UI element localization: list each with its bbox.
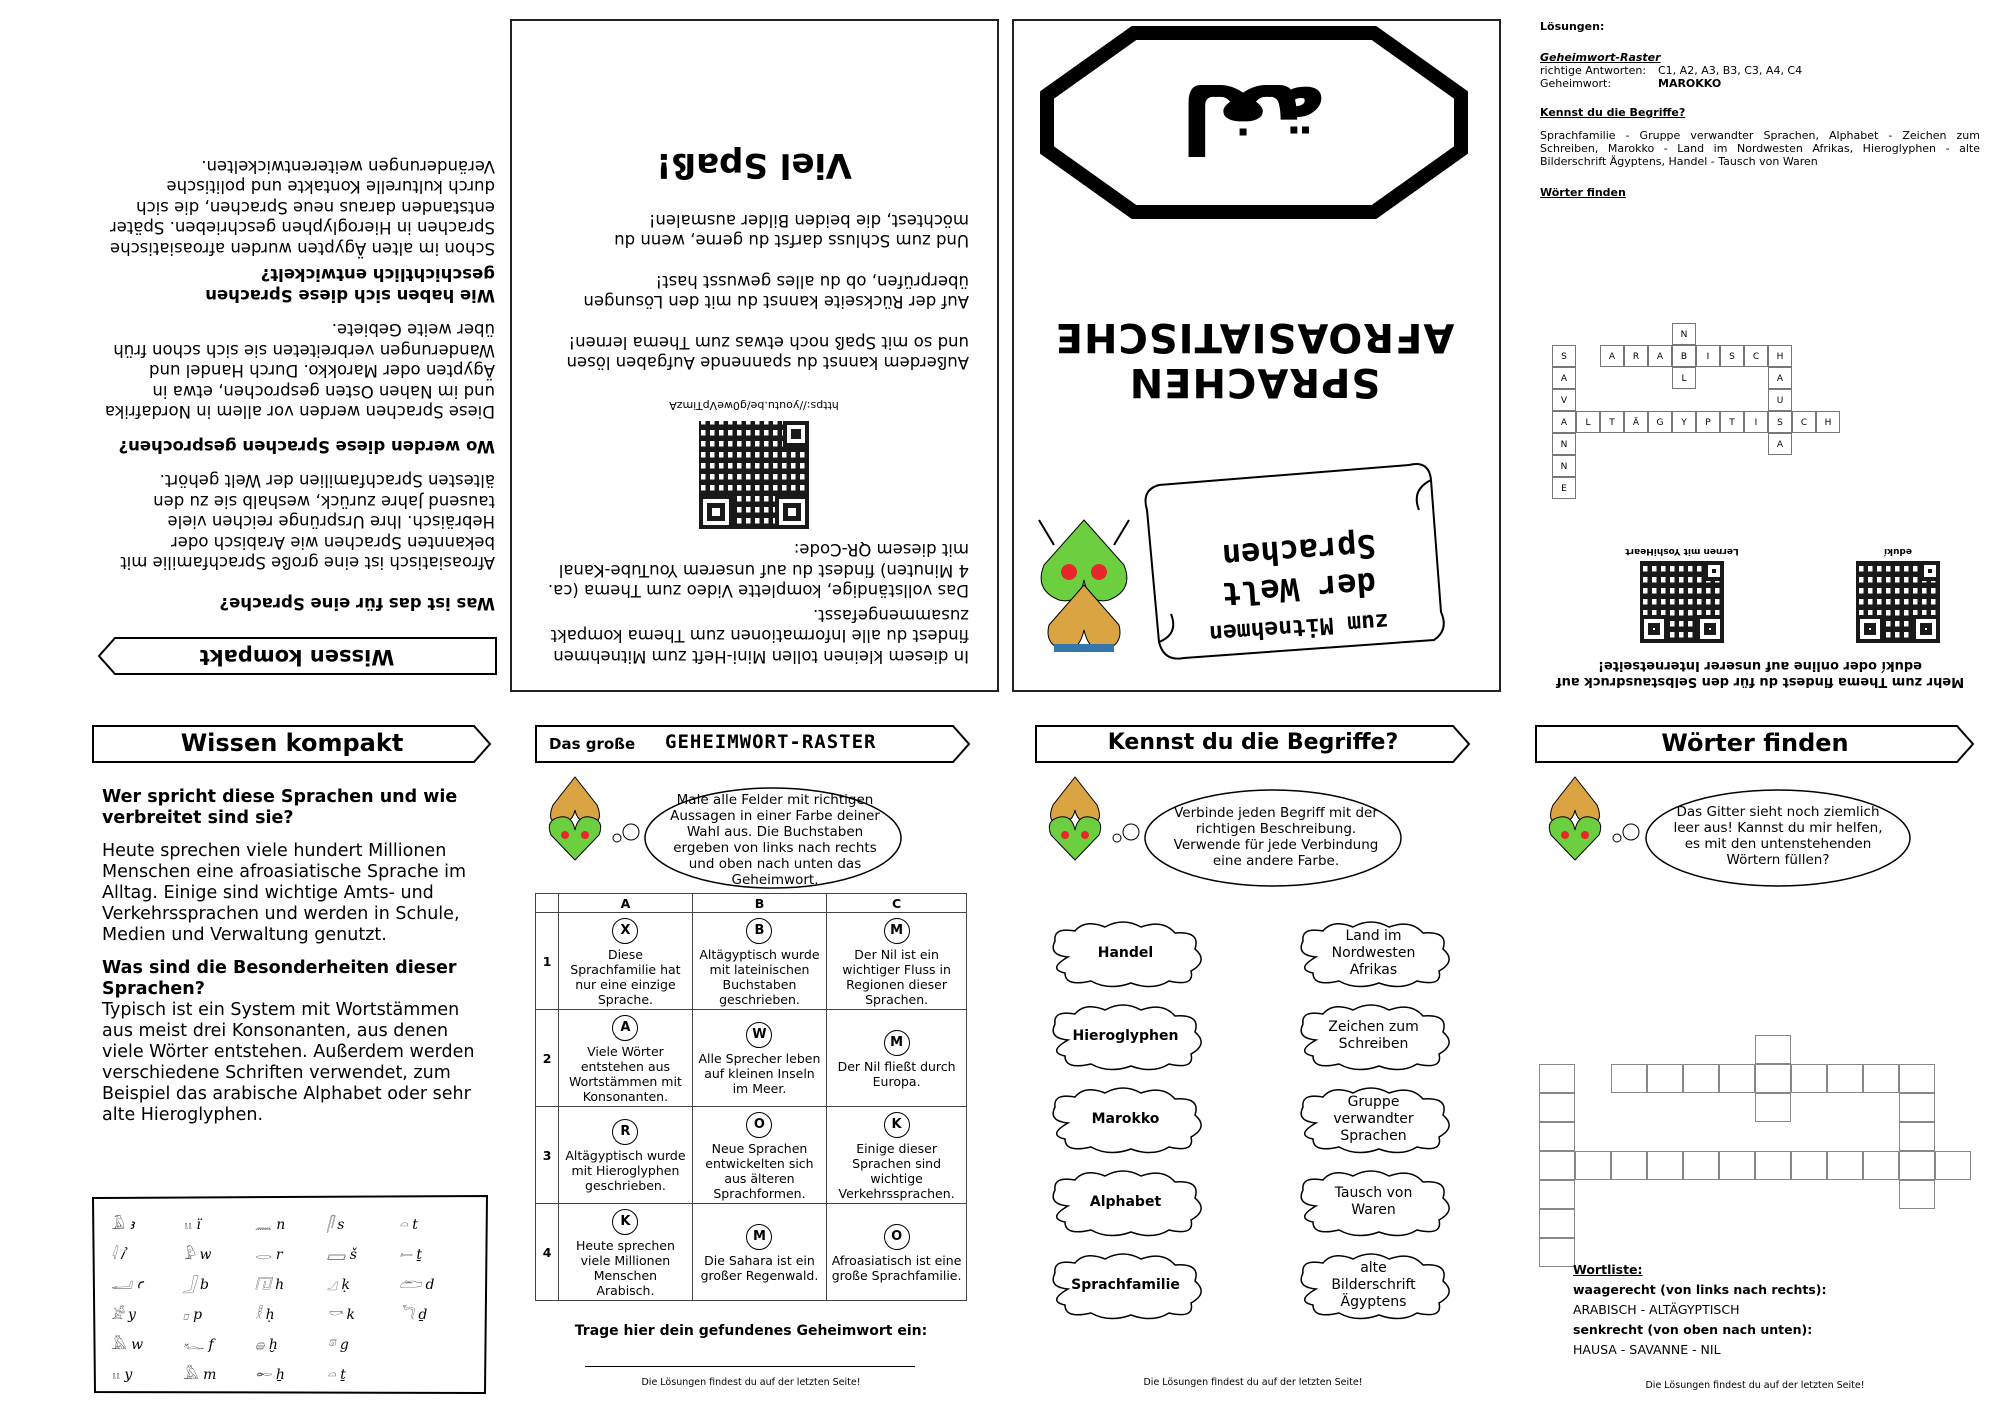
- solution-grid-cell: Ä: [1624, 411, 1648, 433]
- statement-cell[interactable]: [559, 913, 693, 1010]
- heading-q2: Was sind die Besonderheiten dieser Sprachen?: [102, 958, 457, 999]
- definition-label: Tausch von Waren: [1334, 1185, 1413, 1218]
- solution-grid-cell: L: [1672, 367, 1696, 389]
- term-label: Handel: [1097, 944, 1154, 961]
- yoshiheart-qr-label: Lernen mit YoshiHeart: [1625, 546, 1739, 556]
- mascot-image: [1545, 775, 1605, 865]
- geheim-speech-bubble: Male alle Felder mit richtigen Aussagen in einer Farbe deiner Wahl aus. Die Buchstaben ergeben von links nach rechts und oben nach unten das Geheimwort.: [603, 780, 903, 890]
- letter-circle: M: [884, 918, 910, 944]
- statement-text: Die Sahara ist ein großer Regenwald.: [700, 1252, 819, 1283]
- intro-p1: In diesem kleinen tollen Mini-Heft zum Mitnehmen findest du alle Informationen zum Thema kompakt zusammengefasst.: [550, 606, 969, 666]
- statement-cell[interactable]: [827, 1010, 967, 1107]
- statement-text: Altägyptisch wurde mit lateinischen Buchstaben geschrieben.: [699, 946, 820, 1007]
- hieroglyph-sign: 𓋴 s: [327, 1217, 345, 1233]
- hieroglyph-sign: 𓃀 b: [183, 1277, 209, 1293]
- letter-circle: R: [612, 1119, 638, 1145]
- solution-grid-cell: T: [1720, 411, 1744, 433]
- hieroglyph-sign: 𓀀 y: [111, 1307, 136, 1323]
- secret-value: MAROKKO: [1658, 77, 1722, 90]
- column-header: B: [692, 894, 826, 913]
- hieroglyph-sign: 𓂝 ꜥ: [111, 1277, 144, 1293]
- crossword-cell[interactable]: [1899, 1122, 1935, 1151]
- woerter-note: Die Lösungen findest du auf der letzten Seite!: [1645, 1380, 1865, 1391]
- crossword-cell[interactable]: [1539, 1064, 1575, 1093]
- solution-grid-cell: B: [1672, 345, 1696, 367]
- crossword-cell[interactable]: [1719, 1064, 1755, 1093]
- statement-text: Altägyptisch wurde mit Hieroglyphen geschrieben.: [565, 1148, 686, 1193]
- crossword-cell[interactable]: [1539, 1122, 1575, 1151]
- crossword-cell[interactable]: [1611, 1151, 1647, 1180]
- statement-text: Afroasiatisch ist eine große Sprachfamilie.: [831, 1252, 962, 1283]
- eduki-qr-code[interactable]: [1856, 561, 1940, 643]
- term-label: Alphabet: [1089, 1193, 1162, 1210]
- heading-q2: Wo werden diese Sprachen gesprochen?: [118, 437, 495, 456]
- definition-label: Zeichen zum Schreiben: [1328, 1019, 1419, 1052]
- letter-circle: O: [884, 1224, 910, 1250]
- solution-grid-cell: A: [1768, 433, 1792, 455]
- crossword-cell[interactable]: [1899, 1093, 1935, 1122]
- fun-text: Viel Spaß!: [656, 145, 852, 186]
- wordlist-title: Wortliste:: [1573, 1262, 1643, 1277]
- wordlist-across-words: ARABISCH - ALTÄGYPTISCH: [1573, 1302, 1740, 1317]
- hieroglyph-sign: 𓈙 š: [327, 1247, 357, 1263]
- begriffe-speech-bubble: Verbinde jeden Begriff mit der richtigen Beschreibung. Verwende für jede Verbindung eine andere Farbe.: [1103, 780, 1403, 890]
- intro-panel: [510, 19, 999, 692]
- hieroglyph-sign: 𓉔 h: [255, 1277, 285, 1293]
- begriffe-note: Die Lösungen findest du auf der letzten Seite!: [1143, 1377, 1363, 1388]
- text-a2: Diese Sprachen werden vor allem in Nordafrika und im Nahen Osten gesprochen, etwa in Ägypten oder Marokko. Durch Handel und Wanderungen verbreiteten sie sich schon früh über weite Gebiete.: [104, 320, 495, 422]
- intro-p5: Und zum Schluss darfst du gerne, wenn du möchtest, die beiden Bilder ausmalen!: [614, 211, 969, 251]
- statement-cell[interactable]: [559, 1010, 693, 1107]
- hieroglyph-sign: 𓎡 k: [327, 1307, 356, 1323]
- geheim-table: [535, 893, 967, 1301]
- definition-cloud[interactable]: [1291, 1000, 1456, 1072]
- solutions-h-geheim: Geheimwort-Raster: [1540, 51, 1661, 64]
- wissen-back-header: Wissen kompakt: [97, 637, 497, 675]
- geheim-note: Die Lösungen findest du auf der letzten Seite!: [641, 1377, 861, 1388]
- title-scroll: [1149, 450, 1459, 670]
- hieroglyph-sign: 𓎛 ḥ: [255, 1307, 275, 1323]
- letter-circle: M: [884, 1030, 910, 1056]
- scroll-text-2: der Welt: [1220, 564, 1378, 614]
- solution-grid-cell: A: [1552, 411, 1576, 433]
- wordlist-across-label: waagerecht (von links nach rechts):: [1573, 1282, 1827, 1297]
- statement-cell[interactable]: [692, 1107, 826, 1204]
- statement-cell[interactable]: [827, 1107, 967, 1204]
- heading-q1: Was ist das für eine Sprache?: [219, 594, 495, 613]
- solution-grid-cell: A: [1552, 367, 1576, 389]
- solution-grid-cell: P: [1696, 411, 1720, 433]
- yoshiheart-qr-code[interactable]: [1640, 561, 1724, 643]
- solution-grid-cell: G: [1648, 411, 1672, 433]
- solutions-h-terms: Kennst du die Begriffe?: [1540, 106, 1686, 119]
- intro-p3: Außerdem kannst du spannende Aufgaben lösen und so mit Spaß noch etwas zum Thema lernen!: [566, 333, 969, 373]
- begriffe-header: Kennst du die Begriffe?: [1035, 725, 1471, 763]
- statement-text: Neue Sprachen entwickelten sich aus älteren Sprachformen.: [705, 1140, 814, 1201]
- text-a2: Typisch ist ein System mit Wortstämmen aus meist drei Konsonanten, aus denen viele Wörter entstehen. Außerdem werden verschiedene Schriften verwendet, zum Beispiel das arabische Alphabet oder sehr alte Hieroglyphen.: [102, 1000, 475, 1125]
- letter-circle: O: [746, 1112, 772, 1138]
- crossword-cell[interactable]: [1539, 1209, 1575, 1238]
- solutions-panel: [1540, 15, 1980, 695]
- solution-grid-cell: S: [1720, 345, 1744, 367]
- term-cloud[interactable]: [1043, 1249, 1208, 1321]
- statement-text: Der Nil ist ein wichtiger Fluss in Regionen dieser Sprachen.: [842, 946, 951, 1007]
- crossword-cell[interactable]: [1575, 1151, 1611, 1180]
- solution-grid-cell: A: [1768, 367, 1792, 389]
- wissen-front-header: Wissen kompakt: [92, 725, 492, 763]
- hieroglyph-sign: 𓎼 g: [327, 1337, 349, 1353]
- crossword-cell[interactable]: [1899, 1064, 1935, 1093]
- table-row: [536, 1107, 967, 1204]
- text-a1: Heute sprechen viele hundert Millionen Menschen eine afroasiatische Sprache im Alltag. Einige sind wichtige Amts- und Verkehrssprachen und werden in Schule, Medien und Verwaltung genutzt.: [102, 841, 467, 945]
- hieroglyph-sign: 𓅱 w: [183, 1247, 212, 1263]
- woerter-header: Wörter finden: [1535, 725, 1975, 763]
- mascot-image: [1045, 775, 1105, 865]
- crossword-cell[interactable]: [1755, 1093, 1791, 1122]
- intro-p2: Das vollständige, komplette Video zum Thema (ca. 4 Minuten) findest du auf unserem YouTube-Kanal mit diesem QR-Code:: [547, 540, 969, 601]
- letter-circle: A: [612, 1015, 638, 1041]
- solution-grid-cell: S: [1768, 411, 1792, 433]
- term-label: Hieroglyphen: [1072, 1027, 1179, 1044]
- correct-value: C1, A2, A3, B3, C3, A4, C4: [1658, 64, 1803, 77]
- table-row: [536, 1010, 967, 1107]
- statement-cell[interactable]: [827, 1204, 967, 1301]
- crossword-cell[interactable]: [1647, 1064, 1683, 1093]
- geheim-footer-label: Trage hier dein gefundenes Geheimwort ein:: [574, 1323, 928, 1339]
- definition-cloud[interactable]: [1291, 1083, 1456, 1155]
- term-label: Marokko: [1091, 1110, 1160, 1127]
- hieroglyph-sign: 𓂧 d: [399, 1277, 435, 1293]
- solution-grid-cell: N: [1552, 455, 1576, 477]
- hieroglyph-sign: 𓏏 ṯ: [327, 1367, 346, 1383]
- crossword-cell[interactable]: [1863, 1151, 1899, 1180]
- solutions-terms: Sprachfamilie - Gruppe verwandter Sprachen, Alphabet - Zeichen zum Schreiben, Marokko - Land im Nordwesten Afrikas, Hieroglyphen - alte Bilderschrift Ägyptens, Handel - Tausch von Waren: [1540, 129, 1980, 168]
- term-cloud[interactable]: [1043, 1166, 1208, 1238]
- crossword-cell[interactable]: [1899, 1180, 1935, 1209]
- statement-text: Heute sprechen viele Millionen Menschen Arabisch.: [575, 1237, 675, 1298]
- hieroglyph-sign: 𓐍 ḫ: [255, 1337, 278, 1353]
- geheim-header: [535, 725, 971, 763]
- statement-cell[interactable]: [692, 913, 826, 1010]
- begriffe-panel: [1035, 725, 1475, 1405]
- crossword-cell[interactable]: [1539, 1180, 1575, 1209]
- solution-grid-cell: R: [1624, 345, 1648, 367]
- hieroglyph-sign: 𓍿 ṯ: [399, 1247, 422, 1263]
- solutions-title: Lösungen:: [1540, 20, 1605, 33]
- term-cloud[interactable]: [1043, 917, 1208, 989]
- hieroglyph-sign: 𓏏 t: [399, 1217, 418, 1233]
- statement-text: Viele Wörter entstehen aus Wortstämmen mit Konsonanten.: [568, 1043, 682, 1104]
- hieroglyph-sign: 𓅓 w: [111, 1337, 144, 1353]
- row-number: 4: [536, 1204, 559, 1301]
- solution-grid-cell: T: [1600, 411, 1624, 433]
- hieroglyph-sign: 𓄿 ꜣ: [111, 1217, 135, 1233]
- intro-p4: Auf der Rückseite kannst du mit den Lösungen überprüfen, ob du alles gewusst hast!: [583, 272, 969, 312]
- hieroglyph-sign: 𓏭 ï: [183, 1217, 201, 1233]
- solution-grid-cell: I: [1696, 345, 1720, 367]
- definition-label: Land im Nordwesten Afrikas: [1331, 927, 1416, 978]
- statement-cell[interactable]: [559, 1107, 693, 1204]
- statement-cell[interactable]: [692, 1204, 826, 1301]
- crossword-cell[interactable]: [1539, 1238, 1575, 1267]
- crossword-cell[interactable]: [1647, 1151, 1683, 1180]
- table-row: [536, 1204, 967, 1301]
- definition-label: alte Bilderschrift Ägyptens: [1331, 1259, 1416, 1310]
- table-corner: [536, 894, 559, 913]
- text-a3: Schon im alten Ägypten wurden afroasiatische Sprachen in Hieroglyphen geschrieben. Später entstanden daraus neue Sprachen, die sich durch kulturelle Kontakte und politische Veränderungen weiterentwickelten.: [109, 157, 495, 258]
- crossword-cell[interactable]: [1683, 1151, 1719, 1180]
- solution-grid-cell: L: [1576, 411, 1600, 433]
- svg-text:لغة: لغة: [1180, 62, 1328, 172]
- statement-text: Alle Sprecher leben auf kleinen Inseln im Meer.: [698, 1051, 821, 1096]
- statement-text: Der Nil fließt durch Europa.: [837, 1058, 956, 1089]
- cover-title-line2: SPRACHEN: [1128, 359, 1381, 405]
- solution-grid-cell: A: [1600, 345, 1624, 367]
- table-row: [536, 913, 967, 1010]
- woerter-panel: [1535, 725, 1980, 1405]
- hieroglyph-sign: 𓈖 n: [255, 1217, 286, 1233]
- solution-grid-cell: I: [1744, 411, 1768, 433]
- term-cloud[interactable]: [1043, 1000, 1208, 1072]
- row-number: 3: [536, 1107, 559, 1204]
- crossword-cell[interactable]: [1539, 1093, 1575, 1122]
- definition-cloud[interactable]: [1291, 1249, 1456, 1321]
- crossword-cell[interactable]: [1899, 1151, 1935, 1180]
- hieroglyph-sign: 𓊪 p: [183, 1307, 203, 1323]
- solution-grid-cell: S: [1552, 345, 1576, 367]
- crossword-cell[interactable]: [1935, 1151, 1971, 1180]
- hieroglyph-sign: 𓆓 ḏ: [399, 1307, 428, 1323]
- solutions-h-words: Wörter finden: [1540, 186, 1626, 199]
- letter-circle: K: [884, 1112, 910, 1138]
- hieroglyph-sign: 𓆑 f: [183, 1337, 214, 1353]
- column-header: C: [827, 894, 967, 913]
- wordlist-down-label: senkrecht (von oben nach unten):: [1573, 1322, 1813, 1337]
- crossword-cell[interactable]: [1827, 1151, 1863, 1180]
- wordlist-down-words: HAUSA - SAVANNE - NIL: [1573, 1342, 1721, 1357]
- more-info-text: Mehr zum Thema findest du für den Selbstausdruck auf edukí oder online auf unserer Internetseite!: [1555, 658, 1965, 689]
- crossword-cell[interactable]: [1791, 1151, 1827, 1180]
- definition-cloud[interactable]: [1291, 917, 1456, 989]
- mascot-image: [1034, 510, 1134, 660]
- hieroglyph-sign: 𓅓 m: [183, 1367, 217, 1383]
- wissen-back-panel: [85, 15, 505, 675]
- solution-grid-cell: E: [1552, 477, 1576, 499]
- statement-text: Einige dieser Sprachen sind wichtige Verkehrssprachen.: [838, 1140, 955, 1201]
- video-url[interactable]: https://youtu.be/g0weVpTimzA: [669, 399, 839, 412]
- solution-grid-cell: N: [1552, 433, 1576, 455]
- solution-grid-cell: H: [1768, 345, 1792, 367]
- letter-circle: B: [746, 918, 772, 944]
- statement-cell[interactable]: [827, 913, 967, 1010]
- geheim-title-main: GEHEIMWORT-RASTER: [665, 731, 877, 753]
- crossword-cell[interactable]: [1791, 1064, 1827, 1093]
- crossword-cell[interactable]: [1611, 1064, 1647, 1093]
- video-qr-code[interactable]: [699, 421, 809, 529]
- statement-cell[interactable]: [692, 1010, 826, 1107]
- cover-panel: [1012, 19, 1501, 692]
- hieroglyph-sign: 𓄡 ẖ: [255, 1367, 285, 1383]
- secret-label: Geheimwort:: [1540, 77, 1612, 90]
- hieroglyph-sign: 𓇋 ꞽ: [111, 1247, 124, 1263]
- crossword-cell[interactable]: [1863, 1064, 1899, 1093]
- geheimwort-panel: [535, 725, 975, 1405]
- heading-q3: Wie haben sich diese Sprachen geschichtlich entwickelt?: [205, 265, 495, 305]
- scroll-text-1: Sprachen: [1220, 526, 1378, 576]
- definition-cloud[interactable]: [1291, 1166, 1456, 1238]
- script-octagon-logo: [1039, 25, 1469, 220]
- letter-circle: X: [612, 918, 638, 944]
- solution-grid-cell: C: [1744, 345, 1768, 367]
- heading-q1: Wer spricht diese Sprachen und wie verbreitet sind sie?: [102, 787, 458, 828]
- text-a1: Afroasiatisch ist eine große Sprachfamilie mit bekannten Sprachen wie Arabisch oder Hebräisch. Ihre Ursprünge reichen viele tausend Jahre zurück, weshalb sie zu den ältesten Sprachfamilien der Welt gehört.: [120, 471, 495, 573]
- letter-circle: W: [746, 1022, 772, 1048]
- mascot-image: [545, 775, 605, 865]
- crossword-cell[interactable]: [1539, 1151, 1575, 1180]
- crossword-cell[interactable]: [1827, 1064, 1863, 1093]
- crossword-cell[interactable]: [1719, 1151, 1755, 1180]
- letter-circle: M: [746, 1224, 772, 1250]
- solution-grid-cell: U: [1768, 389, 1792, 411]
- cover-title-line1: AFROASIATISCHE: [1054, 314, 1455, 360]
- geheimwort-input-line[interactable]: [585, 1365, 915, 1367]
- hieroglyph-sign: 𓂋 r: [255, 1247, 283, 1263]
- wissen-front-panel: [90, 725, 510, 1405]
- correct-label: richtige Antworten:: [1540, 64, 1647, 77]
- crossword-cell[interactable]: [1683, 1064, 1719, 1093]
- row-number: 2: [536, 1010, 559, 1107]
- crossword-cell[interactable]: [1755, 1035, 1791, 1064]
- woerter-speech-bubble: Das Gitter sieht noch ziemlich leer aus! Kannst du mir helfen, es mit den untenstehenden Wörtern füllen?: [1603, 780, 1913, 890]
- hieroglyph-alphabet-box: [91, 1195, 489, 1395]
- hieroglyph-sign: 𓏭 y: [111, 1367, 133, 1383]
- solution-grid-cell: Y: [1672, 411, 1696, 433]
- solution-grid-cell: V: [1552, 389, 1576, 411]
- crossword-cell[interactable]: [1755, 1151, 1791, 1180]
- geheim-title-pre: Das große: [549, 735, 636, 753]
- crossword-cell[interactable]: [1755, 1064, 1791, 1093]
- eduki-qr-label: edukí: [1883, 546, 1913, 556]
- scroll-text-3: zum Mitnehmen: [1208, 607, 1390, 647]
- statement-text: Diese Sprachfamilie hat nur eine einzige Sprache.: [570, 946, 681, 1007]
- solution-grid-cell: N: [1672, 323, 1696, 345]
- row-number: 1: [536, 913, 559, 1010]
- column-header: A: [559, 894, 693, 913]
- solution-grid-cell: A: [1648, 345, 1672, 367]
- term-label: Sprachfamilie: [1071, 1276, 1180, 1293]
- solution-grid-cell: H: [1816, 411, 1840, 433]
- letter-circle: K: [612, 1209, 638, 1235]
- hieroglyph-sign: 𓈎 ḳ: [327, 1277, 351, 1293]
- statement-cell[interactable]: [559, 1204, 693, 1301]
- solution-grid-cell: C: [1792, 411, 1816, 433]
- term-cloud[interactable]: [1043, 1083, 1208, 1155]
- definition-label: Gruppe verwandter Sprachen: [1333, 1093, 1414, 1144]
